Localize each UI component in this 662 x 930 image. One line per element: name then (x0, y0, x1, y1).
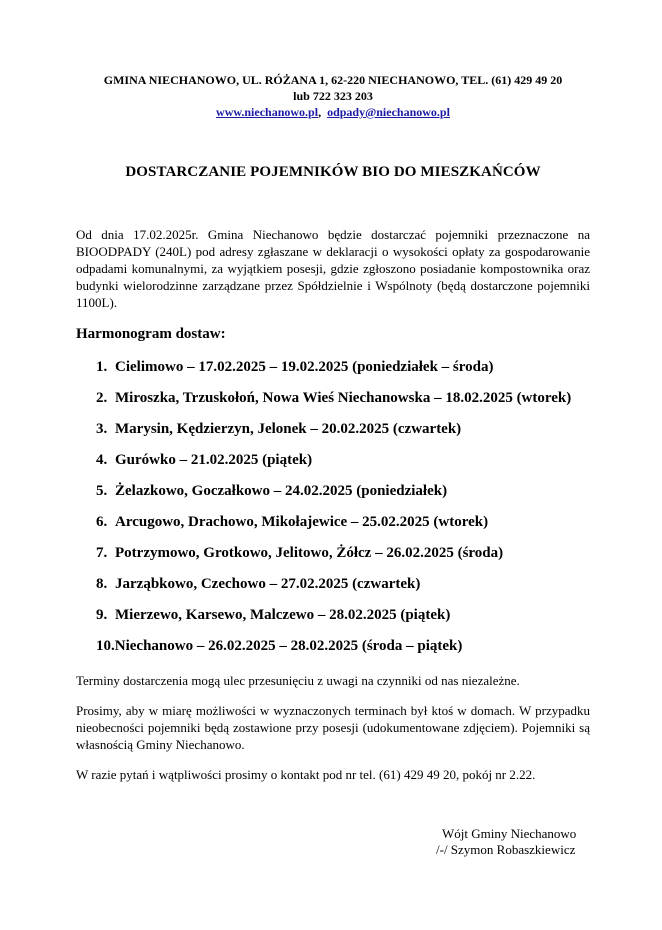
schedule-item-number: 10. (96, 638, 115, 654)
schedule-item-text: Cielimowo – 17.02.2025 – 19.02.2025 (poniedziałek – środa) (115, 359, 494, 375)
schedule-item-number: 8. (96, 576, 108, 592)
email-link[interactable]: odpady@niechanowo.pl (327, 105, 450, 119)
schedule-heading: Harmonogram dostaw: (76, 326, 226, 342)
signature-block (436, 826, 606, 858)
schedule-item-number: 2. (96, 390, 108, 406)
schedule-item-text: Arcugowo, Drachowo, Mikołajewice – 25.02.2025 (wtorek) (115, 514, 489, 530)
schedule-item-text: Mierzewo, Karsewo, Malczewo – 28.02.2025 (piątek) (115, 607, 451, 623)
notes-section (76, 672, 590, 796)
schedule-item (96, 604, 590, 626)
schedule-item (96, 542, 590, 564)
schedule-item-text: Marysin, Kędzierzyn, Jelonek – 20.02.2025 (czwartek) (115, 421, 462, 437)
signature-name: /-/ Szymon Robaszkiewicz (436, 842, 576, 857)
schedule-item (96, 387, 590, 409)
letterhead-address: GMINA NIECHANOWO, UL. RÓŻANA 1, 62-220 NIECHANOWO, TEL. (61) 429 49 20 (103, 73, 563, 87)
letterhead-links (60, 104, 606, 120)
schedule-item-text: Żelazkowo, Goczałkowo – 24.02.2025 (poniedziałek) (115, 483, 448, 499)
schedule-item-number: 5. (96, 483, 108, 499)
link-separator: , (318, 105, 322, 119)
schedule-item (96, 449, 590, 471)
schedule-item-number: 4. (96, 452, 108, 468)
schedule-item-text: Potrzymowo, Grotkowo, Jelitowo, Żółcz – 26.02.2025 (środa) (115, 545, 504, 561)
letterhead (60, 72, 606, 120)
schedule-item-text: Jarząbkowo, Czechowo – 27.02.2025 (czwartek) (115, 576, 421, 592)
schedule-item-text: Niechanowo – 26.02.2025 – 28.02.2025 (środa – piątek) (114, 638, 463, 654)
contact-note: W razie pytań i wątpliwości prosimy o kontakt pod nr tel. (61) 429 49 20, pokój nr 2.22. (76, 767, 536, 782)
schedule-item (96, 418, 590, 440)
schedule-item-number: 7. (96, 545, 108, 561)
schedule-item-number: 6. (96, 514, 108, 530)
schedule-item-number: 3. (96, 421, 108, 437)
presence-note: Prosimy, aby w miarę możliwości w wyznaczonych terminach był ktoś w domach. W przypadku nieobecności pojemniki będą zostawione przy posesji (udokumentowane zdjęciem). Pojemniki są własnością Gminy Niechanowo. (76, 703, 590, 752)
schedule-item (96, 635, 590, 657)
schedule-item-number: 1. (96, 359, 108, 375)
schedule-item-text: Gurówko – 21.02.2025 (piątek) (115, 452, 313, 468)
website-link[interactable]: www.niechanowo.pl (216, 105, 319, 119)
schedule-item-number: 9. (96, 607, 108, 623)
signature-title: Wójt Gminy Niechanowo (442, 826, 577, 841)
schedule-item (96, 573, 590, 595)
schedule-item (96, 511, 590, 533)
schedule-item-text: Miroszka, Trzuskołoń, Nowa Wieś Niechanowska – 18.02.2025 (wtorek) (115, 390, 572, 406)
letterhead-phone-alt: lub 722 323 203 (293, 89, 373, 103)
schedule-list (96, 356, 590, 666)
intro-paragraph: Od dnia 17.02.2025r. Gmina Niechanowo będzie dostarczać pojemniki przeznaczone na BIOODPADY (240L) pod adresy zgłaszane w deklaracji o wysokości opłaty za gospodarowanie odpadami komunalnymi, za wyjątkiem posesji, gdzie zgłoszono posiadanie kompostownika oraz budynki wielorodzinne zarządzane przez Spółdzielnie i Wspólnoty (będą dostarczone pojemniki 1100L). (76, 227, 590, 310)
document-title: DOSTARCZANIE POJEMNIKÓW BIO DO MIESZKAŃCÓW (125, 164, 541, 180)
schedule-item (96, 356, 590, 378)
schedule-item (96, 480, 590, 502)
delay-note: Terminy dostarczenia mogą ulec przesunięciu z uwagi na czynniki od nas niezależne. (76, 673, 520, 688)
